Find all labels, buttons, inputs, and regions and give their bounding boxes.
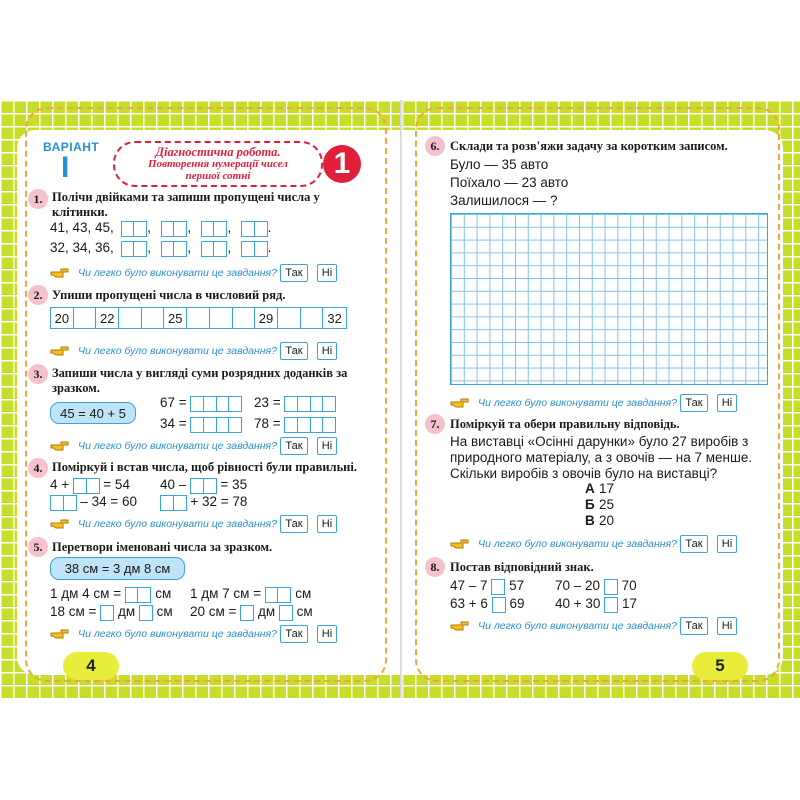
- unit-label: дм: [117, 604, 136, 619]
- banner-subtitle-1: Повторення нумерації чисел: [148, 158, 288, 170]
- task3-item: [160, 395, 242, 412]
- task-title: Упиши пропущені числа в числовий ряд.: [52, 288, 286, 302]
- conversion-left: 20 см =: [190, 604, 237, 619]
- comparison-left: 47 – 7: [450, 578, 488, 593]
- solution-grid[interactable]: [450, 213, 768, 385]
- answer-option-a[interactable]: [585, 481, 614, 496]
- unit-label: см: [295, 586, 312, 601]
- series-cell: 25: [164, 308, 187, 328]
- no-option[interactable]: Ні: [317, 342, 337, 360]
- task-number-badge: 5.: [28, 537, 48, 557]
- no-option[interactable]: Ні: [717, 617, 737, 635]
- self-check-question: Чи легко було виконувати це завдання?: [78, 345, 277, 357]
- task1-row2-numbers: 32, 34, 36,: [50, 240, 114, 255]
- answer-cells[interactable]: [161, 240, 188, 256]
- task3-item-label: 34 =: [160, 416, 187, 431]
- pointing-hand-icon: [50, 627, 70, 641]
- comparison: [555, 596, 637, 613]
- answer-cells[interactable]: [160, 494, 187, 510]
- equation-left: 40 –: [160, 477, 187, 492]
- option-letter: Б: [585, 497, 595, 512]
- answer-option-b[interactable]: [585, 497, 614, 512]
- task-title: Постав відповідний знак.: [450, 560, 594, 574]
- task-number-badge: 6.: [425, 136, 445, 156]
- answer-cells[interactable]: [284, 416, 336, 432]
- answer-cells[interactable]: [265, 586, 292, 602]
- comparison-left: 63 + 6: [450, 596, 488, 611]
- answer-cells[interactable]: [201, 240, 228, 256]
- yes-option[interactable]: Так: [680, 535, 708, 553]
- comparison-right: 70: [621, 578, 637, 593]
- comparison: [450, 578, 524, 595]
- answer-cells[interactable]: [190, 416, 242, 432]
- equation-left: 4 +: [50, 477, 70, 492]
- task3-item-label: 67 =: [160, 395, 187, 410]
- task-title: Перетвори іменовані числа за зразком.: [52, 540, 273, 554]
- conversion-left: 1 дм 7 см =: [190, 586, 262, 601]
- equation: [160, 494, 247, 511]
- pointing-hand-icon: [50, 266, 70, 280]
- yes-option[interactable]: Так: [280, 264, 308, 282]
- series-empty-cell[interactable]: [210, 308, 233, 328]
- task3-item: [254, 395, 336, 412]
- equation-right: + 32 = 78: [190, 494, 248, 509]
- answer-cells[interactable]: [125, 586, 152, 602]
- no-option[interactable]: Ні: [317, 625, 337, 643]
- task-title: Запиши числа у вигляді суми розрядних доданків за зразком.: [52, 366, 348, 395]
- comparison-left: 40 + 30: [555, 596, 601, 611]
- yes-option[interactable]: Так: [280, 515, 308, 533]
- yes-option[interactable]: Так: [680, 617, 708, 635]
- task1-row1: 41, 43, 45, , , , .: [50, 220, 272, 235]
- task-number-badge: 2.: [28, 285, 48, 305]
- self-check-row: [50, 437, 337, 455]
- yes-option[interactable]: Так: [280, 437, 308, 455]
- yes-option[interactable]: Так: [280, 342, 308, 360]
- example-pill: 38 см = 3 дм 8 см: [50, 557, 185, 580]
- option-letter: А: [585, 481, 595, 496]
- series-cell: 29: [255, 308, 278, 328]
- sign-cell[interactable]: [491, 578, 505, 594]
- answer-cells[interactable]: [190, 395, 242, 411]
- answer-cells[interactable]: [121, 240, 148, 256]
- example-pill: 45 = 40 + 5: [50, 402, 136, 424]
- series-empty-cell[interactable]: [278, 308, 301, 328]
- answer-option-c[interactable]: [585, 513, 614, 528]
- comparison-right: 17: [621, 596, 637, 611]
- task-title: Поміркуй та обери правильну відповідь.: [450, 417, 680, 431]
- answer-cells[interactable]: [201, 220, 228, 236]
- equation-right: = 54: [103, 477, 130, 492]
- unit-label: см: [296, 604, 313, 619]
- conversion: [190, 604, 313, 621]
- series-empty-cell[interactable]: [301, 308, 324, 328]
- yes-option[interactable]: Так: [680, 394, 708, 412]
- task3-item: [254, 416, 336, 433]
- short-note-line: Залишилося — ?: [450, 193, 558, 208]
- conversion-left: 1 дм 4 см =: [50, 586, 122, 601]
- self-check-row: [50, 625, 337, 643]
- option-value: 25: [599, 497, 615, 512]
- no-option[interactable]: Ні: [317, 515, 337, 533]
- pointing-hand-icon: [450, 537, 470, 551]
- banner-subtitle-2: першої сотні: [185, 170, 251, 182]
- task-title: Поміркуй і встав числа, щоб рівності були правильні.: [52, 460, 357, 474]
- unit-label: см: [155, 586, 172, 601]
- self-check-question: Чи легко було виконувати це завдання?: [478, 538, 677, 550]
- sign-cell[interactable]: [604, 596, 618, 612]
- pointing-hand-icon: [450, 619, 470, 633]
- equation-right: = 35: [220, 477, 248, 492]
- pointing-hand-icon: [450, 396, 470, 410]
- conversion-left: 18 см =: [50, 604, 97, 619]
- option-value: 20: [599, 513, 615, 528]
- no-option[interactable]: Ні: [717, 394, 737, 412]
- answer-cells[interactable]: [190, 477, 217, 493]
- no-option[interactable]: Ні: [317, 264, 337, 282]
- equation-right: – 34 = 60: [80, 494, 138, 509]
- answer-cells[interactable]: [73, 477, 100, 493]
- answer-cells[interactable]: [241, 240, 268, 256]
- yes-option[interactable]: Так: [280, 625, 308, 643]
- task7-problem-text: На виставці «Осінні дарунки» було 27 виробів з природного матеріалу, а з овочів — на 7 менше. Скільки виробів з овочів було на виставці?: [450, 434, 753, 481]
- self-check-row: [450, 617, 737, 635]
- series-empty-cell[interactable]: [233, 308, 256, 328]
- sign-cell[interactable]: [604, 578, 618, 594]
- self-check-row: [450, 535, 737, 553]
- comparison-right: 69: [509, 596, 525, 611]
- work-number-badge: 1: [323, 145, 361, 183]
- answer-cell[interactable]: [139, 604, 153, 620]
- diagnostic-work-banner: [113, 141, 323, 187]
- task3-item-label: 78 =: [254, 416, 281, 431]
- variant-label: ВАРІАНТ: [43, 140, 100, 154]
- option-value: 17: [599, 481, 615, 496]
- answer-cells[interactable]: [121, 220, 148, 236]
- conversion: [50, 586, 171, 603]
- series-empty-cell[interactable]: [187, 308, 210, 328]
- variant-number: I: [61, 151, 70, 184]
- series-cell: 20: [51, 308, 74, 328]
- equation: [50, 494, 137, 511]
- task-number-badge: 7.: [425, 414, 445, 434]
- task3-item: [160, 416, 242, 433]
- comparison-left: 70 – 20: [555, 578, 601, 593]
- comparison-right: 57: [509, 578, 525, 593]
- task-number-badge: 4.: [28, 458, 48, 478]
- answer-cells[interactable]: [161, 220, 188, 236]
- page-number-left: 4: [63, 652, 119, 680]
- answer-cells[interactable]: [241, 220, 268, 236]
- answer-cells[interactable]: [50, 494, 77, 510]
- pointing-hand-icon: [50, 439, 70, 453]
- short-note-line: Було — 35 авто: [450, 157, 549, 172]
- task3-item-label: 23 =: [254, 395, 281, 410]
- self-check-question: Чи легко було виконувати це завдання?: [478, 620, 677, 632]
- series-empty-cell[interactable]: [74, 308, 97, 328]
- series-empty-cell[interactable]: [142, 308, 165, 328]
- number-series[interactable]: [50, 307, 347, 329]
- series-empty-cell[interactable]: [119, 308, 142, 328]
- task1-row2: 32, 34, 36, , , , .: [50, 240, 272, 255]
- comparison: [555, 578, 637, 595]
- pointing-hand-icon: [50, 517, 70, 531]
- self-check-question: Чи легко було виконувати це завдання?: [478, 397, 677, 409]
- self-check-question: Чи легко було виконувати це завдання?: [78, 518, 277, 530]
- conversion: [50, 604, 173, 621]
- self-check-question: Чи легко було виконувати це завдання?: [78, 628, 277, 640]
- series-cell: 32: [327, 310, 342, 326]
- self-check-row: [50, 342, 337, 360]
- option-letter: В: [585, 513, 595, 528]
- answer-cell[interactable]: [279, 604, 293, 620]
- self-check-row: [50, 264, 337, 282]
- task-title: Полічи двійками та запиши пропущені числа у клітинки.: [52, 190, 320, 219]
- self-check-question: Чи легко було виконувати це завдання?: [78, 267, 277, 279]
- equation: [50, 477, 130, 494]
- comparison: [450, 596, 524, 613]
- conversion: [190, 586, 311, 603]
- pointing-hand-icon: [50, 344, 70, 358]
- page-number-right: 5: [692, 652, 748, 680]
- answer-cell[interactable]: [240, 604, 254, 620]
- self-check-row: [50, 515, 337, 533]
- banner-title: Діагностична робота.: [155, 145, 281, 159]
- no-option[interactable]: Ні: [317, 437, 337, 455]
- equation: [160, 477, 247, 494]
- no-option[interactable]: Ні: [717, 535, 737, 553]
- task-number-badge: 3.: [28, 364, 48, 384]
- unit-label: дм: [257, 604, 276, 619]
- answer-cells[interactable]: [284, 395, 336, 411]
- task-number-badge: 8.: [425, 557, 445, 577]
- short-note-line: Поїхало — 23 авто: [450, 175, 569, 190]
- task-title: Склади та розв'яжи задачу за коротким записом.: [450, 139, 728, 153]
- series-cell: 22: [96, 308, 119, 328]
- self-check-question: Чи легко було виконувати це завдання?: [78, 440, 277, 452]
- task1-row1-numbers: 41, 43, 45,: [50, 220, 114, 235]
- sign-cell[interactable]: [492, 596, 506, 612]
- self-check-row: [450, 394, 737, 412]
- answer-cell[interactable]: [100, 604, 114, 620]
- task-number-badge: 1.: [28, 189, 48, 209]
- unit-label: см: [156, 604, 173, 619]
